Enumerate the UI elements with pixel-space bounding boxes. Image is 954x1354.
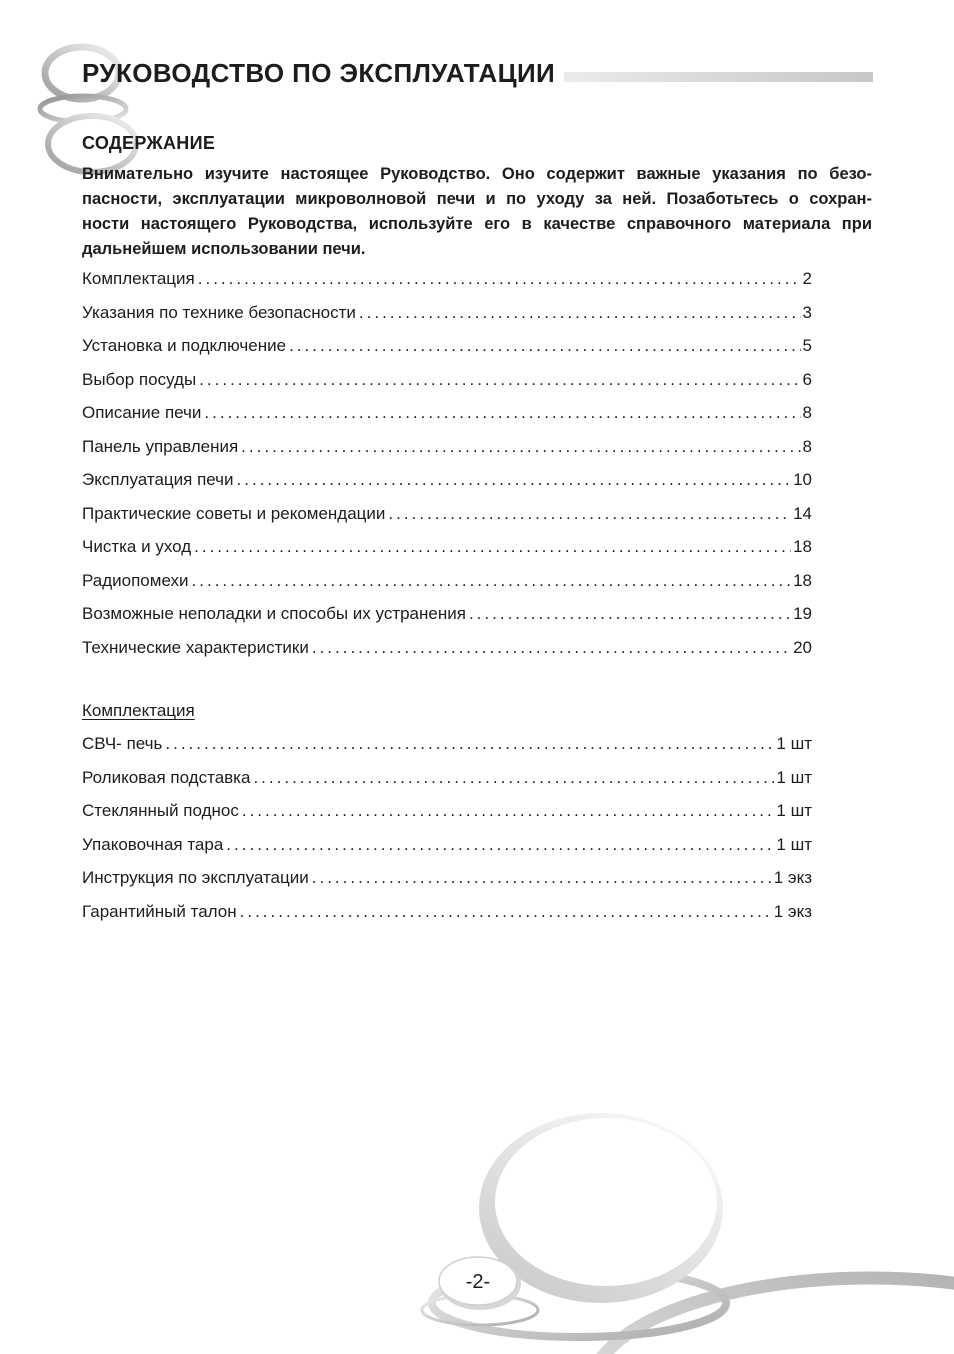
package-row (82, 727, 812, 761)
package-item-qty: 1 шт (776, 801, 812, 820)
toc-label: Комплектация (82, 269, 195, 288)
header (82, 0, 873, 88)
package-item-label: Упаковочная тара (82, 834, 224, 854)
package-item-qty: 1 экз (773, 868, 812, 887)
toc-row (82, 463, 812, 497)
dot-leader (356, 296, 801, 330)
package-row (82, 761, 812, 795)
toc-row (82, 329, 812, 363)
dot-leader (309, 861, 772, 895)
dot-leader (191, 530, 791, 564)
package-row (82, 895, 812, 929)
toc-page-number: 14 (793, 503, 812, 523)
dot-leader (234, 463, 792, 497)
toc-label: Указания по технике безопасности (82, 302, 356, 322)
toc-label: Панель управления (82, 436, 239, 456)
page-title: РУКОВОДСТВО ПО ЭКСПЛУАТАЦИИ (82, 58, 556, 88)
toc-label: Возможные неполадки и способы их устранения (82, 604, 466, 623)
toc-row (82, 530, 812, 564)
dot-leader (201, 396, 800, 430)
package-item-label: Стеклянный поднос (82, 801, 239, 820)
toc-row (82, 564, 812, 598)
intro-line: Внимательно изучите настоящее Руководство. Оно содержит важные указания по безо- (82, 165, 872, 183)
dot-leader (239, 794, 775, 828)
toc-row (82, 296, 812, 330)
toc-page-number: 19 (793, 604, 812, 623)
package-row (82, 861, 812, 895)
toc-page-number: 20 (793, 637, 812, 657)
toc-row (82, 396, 812, 430)
toc-page-number: 5 (802, 336, 812, 355)
toc-row (82, 363, 812, 397)
toc-page-number: 8 (802, 436, 812, 456)
package-item-label: СВЧ- печь (82, 734, 163, 753)
title-rule (564, 72, 873, 82)
toc-row (82, 631, 812, 665)
content (82, 132, 954, 928)
package-heading: Комплектация (82, 701, 195, 720)
package-item-qty: 1 шт (776, 767, 812, 787)
dot-leader (223, 828, 774, 862)
toc-page-number: 10 (793, 470, 812, 489)
intro-line: пасности, эксплуатации микроволновой печи и по уходу за ней. Позаботьтесь о сохран- (82, 190, 872, 208)
table-of-contents (82, 262, 812, 664)
dot-leader (309, 631, 791, 665)
toc-page-number: 6 (802, 369, 812, 389)
dot-leader (162, 727, 774, 761)
intro-line: ности настоящего Руководства, используйте его в качестве справочного материала при (82, 215, 872, 233)
dot-leader (466, 597, 791, 631)
sphere-ornament-icon (400, 1100, 954, 1354)
dot-leader (196, 363, 800, 397)
dot-leader (385, 497, 791, 531)
dot-leader (189, 564, 792, 598)
contents-heading: СОДЕРЖАНИЕ (82, 133, 216, 153)
dot-leader (238, 430, 800, 464)
package-item-label: Роликовая подставка (82, 767, 251, 787)
toc-page-number: 3 (802, 302, 812, 322)
toc-page-number: 8 (802, 403, 812, 422)
dot-leader (250, 761, 774, 795)
package-row (82, 794, 812, 828)
toc-label: Выбор посуды (82, 369, 197, 389)
toc-label: Технические характеристики (82, 637, 309, 657)
toc-row (82, 262, 812, 296)
toc-label: Радиопомехи (82, 570, 189, 590)
intro-paragraph (82, 162, 872, 262)
package-item-qty: 1 шт (776, 734, 812, 753)
toc-row (82, 597, 812, 631)
toc-page-number: 2 (802, 269, 812, 288)
dot-leader (195, 262, 801, 296)
toc-label: Установка и подключение (82, 336, 287, 355)
dot-leader (286, 329, 800, 363)
package-item-label: Гарантийный талон (82, 901, 237, 921)
package-row (82, 828, 812, 862)
toc-label: Чистка и уход (82, 537, 192, 556)
toc-page-number: 18 (793, 570, 812, 590)
toc-label: Эксплуатация печи (82, 470, 234, 489)
package-item-qty: 1 шт (776, 834, 812, 854)
dot-leader (237, 895, 772, 929)
package-item-label: Инструкция по эксплуатации (82, 868, 309, 887)
package-item-qty: 1 экз (773, 901, 812, 921)
toc-page-number: 18 (793, 537, 812, 556)
toc-row (82, 430, 812, 464)
page-number: -2- (465, 1271, 491, 1293)
toc-label: Практические советы и рекомендации (82, 503, 386, 523)
toc-row (82, 497, 812, 531)
package-contents-section (82, 699, 812, 928)
intro-line: дальнейшем использовании печи. (82, 240, 366, 258)
toc-label: Описание печи (82, 403, 202, 422)
